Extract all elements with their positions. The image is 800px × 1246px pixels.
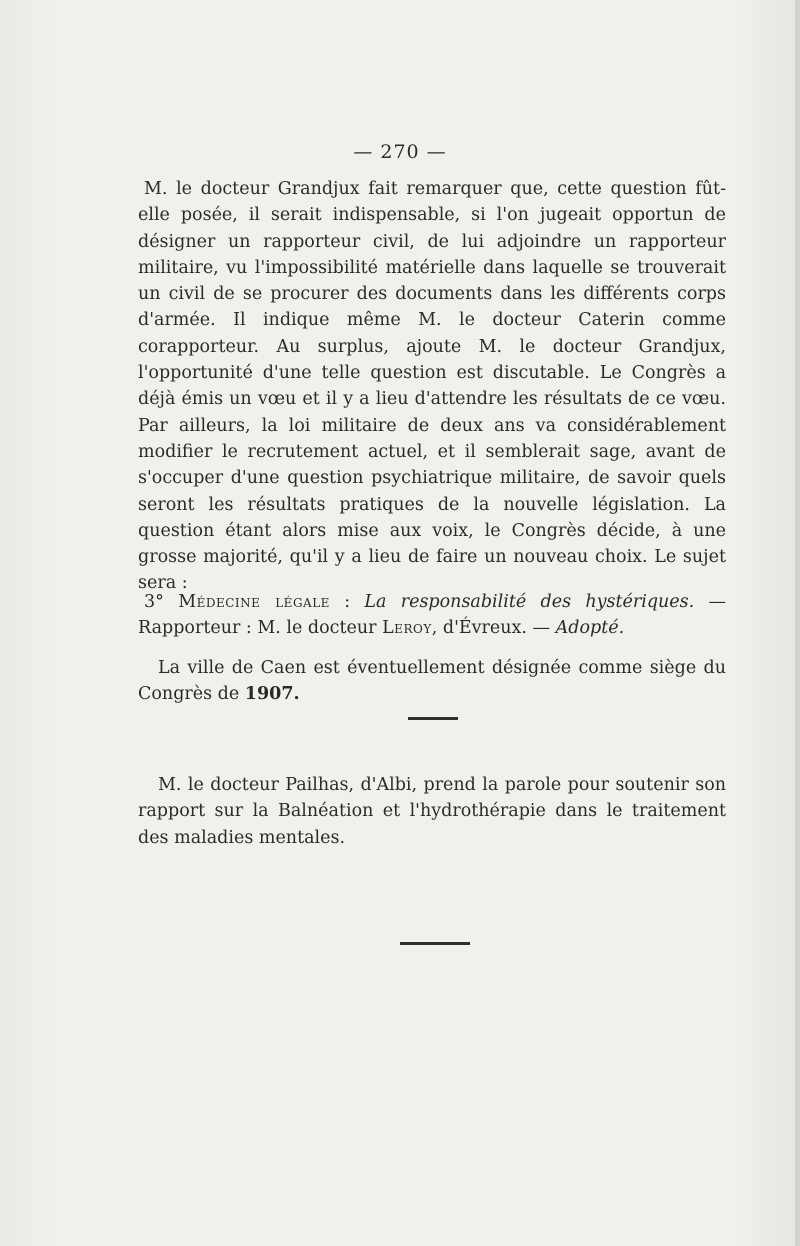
page-number: — 270 — xyxy=(353,141,447,163)
rapporteur-place: , d'Évreux. — xyxy=(431,618,556,639)
section-divider xyxy=(408,717,458,720)
section-title: Médecine légale xyxy=(178,592,330,612)
paragraph-grandjux: M. le docteur Grandjux fait remarquer que, cette question fût-elle posée, il serait indispensable, si l'on jugeait opportun de désigner un rapporteur civil, de lui adjoindre un rapporteur militaire, vu l'impossibilité matérielle dans laquelle se trouverait un civil de se procurer des documents dans les différents corps d'armée. Il indique même M. le docteur Caterin comme corapporteur. Au surplus, ajoute M. le docteur Grandjux, l'opportunité d'une telle question est discutable. Le Congrès a déjà émis un vœu et il y a lieu d'attendre les résultats de ce vœu. Par ailleurs, la loi militaire de deux ans va considérablement modifier le recrutement actuel, et il semblerait sage, avant de s'occuper d'une question psychiatrique militaire, de savoir quels seront les résultats pratiques de la nouvelle législation. La question étant alors mise aux voix, le Congrès décide, à une grosse majorité, qu'il y a lieu de faire un nouveau choix. Le sujet sera : xyxy=(138,179,726,594)
paragraph-medecine-legale xyxy=(138,589,726,642)
rapporteur-name: Leroy xyxy=(382,618,432,639)
subject-title: La responsabilité des hystériques. xyxy=(364,592,695,612)
rapporteur-label: — Rapporteur : M. le docteur xyxy=(138,592,726,639)
paragraph-pailhas: M. le docteur Pailhas, d'Albi, prend la parole pour soutenir son rapport sur la Balnéation et l'hydrothérapie dans le traitement des maladies mentales. xyxy=(138,775,726,848)
colon: : xyxy=(329,592,365,612)
status-adopte: Adopté. xyxy=(555,618,625,639)
caen-text: La ville de Caen est éventuellement désignée comme siège du Congrès de xyxy=(138,658,726,705)
congress-year: 1907. xyxy=(244,684,300,705)
item-number: 3° xyxy=(144,592,164,612)
paragraph-caen xyxy=(138,655,726,708)
end-divider xyxy=(400,942,470,945)
page-edge xyxy=(795,0,800,1246)
